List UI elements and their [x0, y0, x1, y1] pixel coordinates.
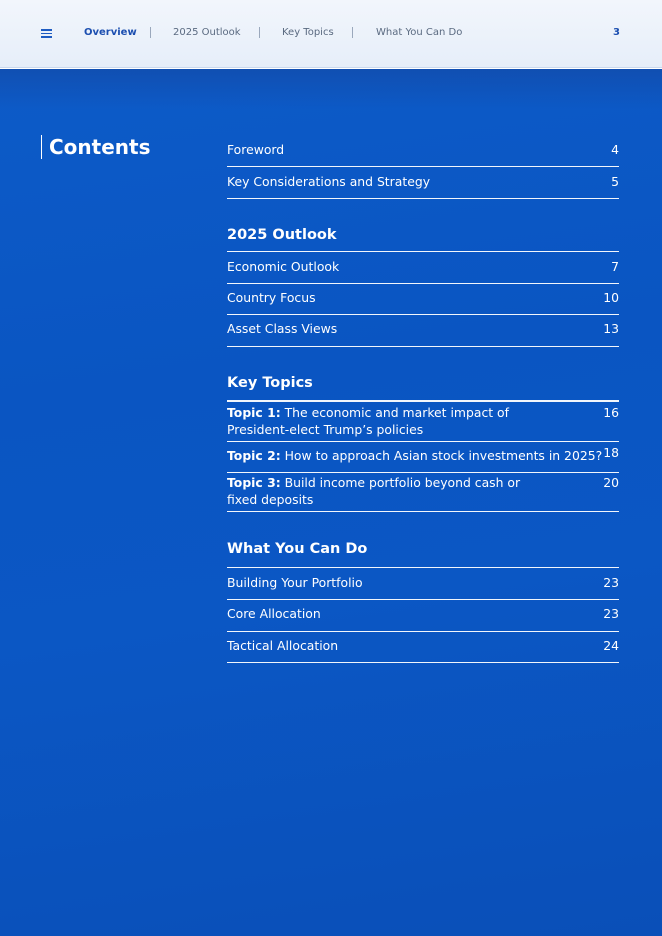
toc-entry-country-focus[interactable]: [227, 284, 619, 315]
toc-entry-page: 16: [603, 405, 619, 420]
toc-entry-page: 24: [603, 638, 619, 653]
toc-entry-title: Core Allocation: [227, 606, 321, 621]
toc-entry-title: Economic Outlook: [227, 259, 340, 274]
page-number: 3: [613, 27, 620, 38]
nav-divider: [150, 27, 151, 38]
toc-entry-title: Topic 2: How to approach Asian stock investments in 2025?: [227, 448, 603, 463]
toc-entry-title: Asset Class Views: [227, 321, 338, 336]
toc-entry-page: 18: [603, 445, 619, 460]
toc-entry-topic-1[interactable]: [227, 402, 619, 442]
section-heading-2025-outlook: 2025 Outlook: [227, 225, 619, 252]
toc-entry-page: 23: [603, 606, 619, 621]
nav-overview[interactable]: Overview: [84, 27, 137, 38]
top-nav-bar: [0, 0, 662, 68]
nav-divider: [259, 27, 260, 38]
toc-entry-page: 20: [603, 475, 619, 490]
page-title: Contents: [41, 135, 150, 159]
toc-entry-title: Key Considerations and Strategy: [227, 174, 431, 189]
toc-entry-page: 13: [603, 321, 619, 336]
toc-entry-title: Country Focus: [227, 290, 316, 305]
toc-entry-title: Topic 1: The economic and market impact of: [227, 405, 509, 420]
toc-entry-title: Topic 3: Build income portfolio beyond cash or: [227, 475, 521, 490]
toc-entry-topic-2[interactable]: [227, 442, 619, 473]
toc-entry-title-line2: President-elect Trump’s policies: [227, 421, 424, 437]
toc-entry-topic-3[interactable]: [227, 473, 619, 512]
nav-what-you-can-do[interactable]: What You Can Do: [376, 27, 463, 38]
toc-entry-page: 4: [611, 142, 619, 157]
toc-entry-page: 23: [603, 575, 619, 590]
toc-entry-title-line2: fixed deposits: [227, 491, 314, 507]
nav-divider: [352, 27, 353, 38]
contents-page: [0, 69, 662, 936]
topic-prefix: Topic 1:: [227, 405, 281, 420]
toc-entry-page: 5: [611, 174, 619, 189]
toc-entry-page: 7: [611, 259, 619, 274]
toc-entry-title: Tactical Allocation: [227, 638, 339, 653]
toc-entry-asset-class-views[interactable]: [227, 315, 619, 347]
table-of-contents: [227, 138, 619, 663]
nav-2025-outlook[interactable]: 2025 Outlook: [173, 27, 241, 38]
nav-key-topics[interactable]: Key Topics: [282, 27, 334, 38]
section-heading-what-you-can-do: What You Can Do: [227, 539, 619, 568]
toc-entry-tactical-allocation[interactable]: [227, 632, 619, 663]
toc-entry-key-considerations[interactable]: [227, 167, 619, 199]
topic-prefix: Topic 2:: [227, 448, 281, 463]
topic-prefix: Topic 3:: [227, 475, 281, 490]
toc-entry-title: Building Your Portfolio: [227, 575, 363, 590]
toc-entry-building-portfolio[interactable]: [227, 568, 619, 600]
toc-entry-title: Foreword: [227, 142, 285, 157]
toc-entry-page: 10: [603, 290, 619, 305]
section-heading-key-topics: Key Topics: [227, 373, 619, 402]
toc-entry-foreword[interactable]: [227, 138, 619, 167]
toc-entry-core-allocation[interactable]: [227, 600, 619, 632]
hamburger-menu-icon[interactable]: [41, 29, 52, 38]
toc-entry-economic-outlook[interactable]: [227, 252, 619, 284]
